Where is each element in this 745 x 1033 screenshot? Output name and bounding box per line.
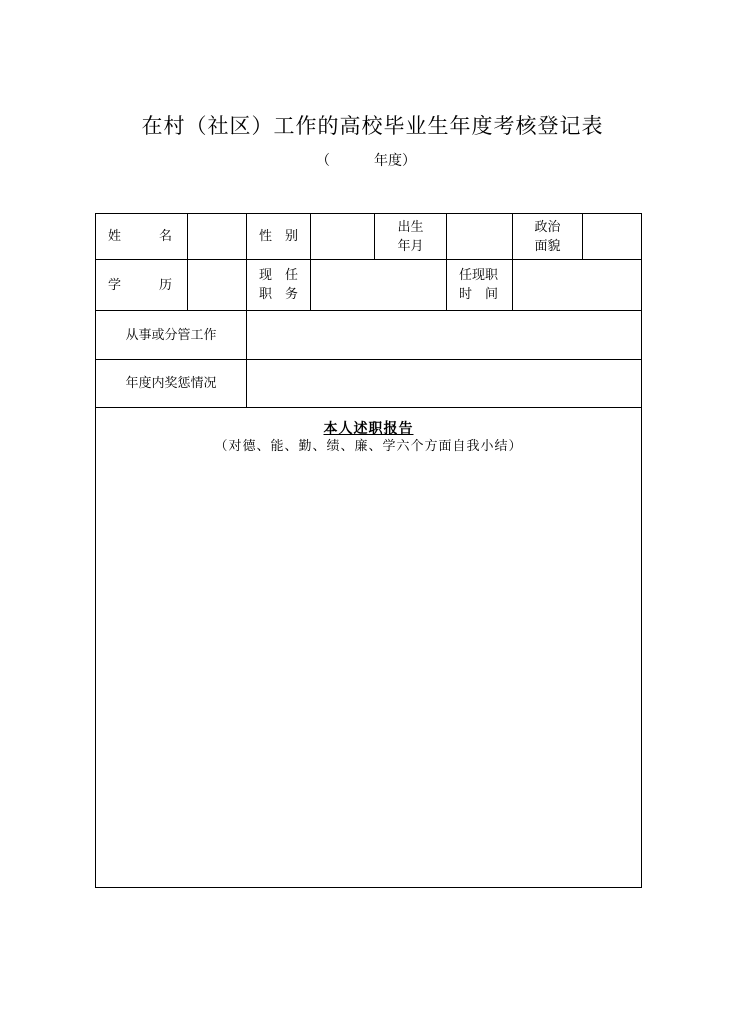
table-row-education xyxy=(96,260,642,311)
registration-table xyxy=(95,213,642,888)
report-title: 本人述职报告 xyxy=(323,421,414,437)
gender-label xyxy=(247,214,311,260)
report-subtitle: （对德、能、勤、绩、廉、学六个方面自我小结） xyxy=(214,439,523,454)
name-label-char-1: 姓 xyxy=(108,229,122,244)
politics-field[interactable] xyxy=(583,214,642,260)
gender-label-char-1: 性 xyxy=(259,229,273,244)
name-field[interactable] xyxy=(188,214,247,260)
name-label-char-2: 名 xyxy=(159,229,173,244)
rewards-label: 年度内奖惩情况 xyxy=(96,360,247,408)
politics-label xyxy=(513,214,583,260)
work-field[interactable] xyxy=(247,311,642,360)
birth-label-line-1: 出生 xyxy=(397,219,424,235)
year-label: 年度） xyxy=(374,153,416,169)
education-label xyxy=(96,260,188,311)
tenure-field[interactable] xyxy=(513,260,642,311)
birth-label xyxy=(375,214,447,260)
position-label-char-1: 现 xyxy=(259,268,273,283)
table-row-work xyxy=(96,311,642,360)
year-open-paren: （ xyxy=(316,153,330,169)
position-label-char-2: 任 xyxy=(285,268,299,283)
tenure-label xyxy=(447,260,513,311)
gender-label-char-2: 别 xyxy=(285,229,299,244)
position-field[interactable] xyxy=(311,260,447,311)
tenure-label-char-2: 间 xyxy=(485,287,499,302)
report-writing-area[interactable] xyxy=(96,456,641,876)
birth-label-line-2: 年月 xyxy=(397,238,424,254)
tenure-label-line-1: 任现职 xyxy=(459,268,499,283)
name-label xyxy=(96,214,188,260)
tenure-label-char-1: 时 xyxy=(459,287,473,302)
education-label-char-2: 历 xyxy=(159,277,173,293)
gender-field[interactable] xyxy=(311,214,375,260)
report-cell[interactable] xyxy=(96,408,642,888)
politics-label-line-1: 政治 xyxy=(534,219,561,235)
politics-label-line-2: 面貌 xyxy=(534,238,561,254)
table-row-report xyxy=(96,408,642,888)
position-label-char-4: 务 xyxy=(285,287,299,302)
work-label: 从事或分管工作 xyxy=(96,311,247,360)
position-label xyxy=(247,260,311,311)
table-row-rewards xyxy=(96,360,642,408)
education-label-char-1: 学 xyxy=(108,277,122,293)
rewards-field[interactable] xyxy=(247,360,642,408)
table-row-basic-info xyxy=(96,214,642,260)
position-label-char-3: 职 xyxy=(259,287,273,302)
form-title: 在村（社区）工作的高校毕业生年度考核登记表 xyxy=(141,114,604,138)
birth-field[interactable] xyxy=(447,214,513,260)
education-field[interactable] xyxy=(188,260,247,311)
